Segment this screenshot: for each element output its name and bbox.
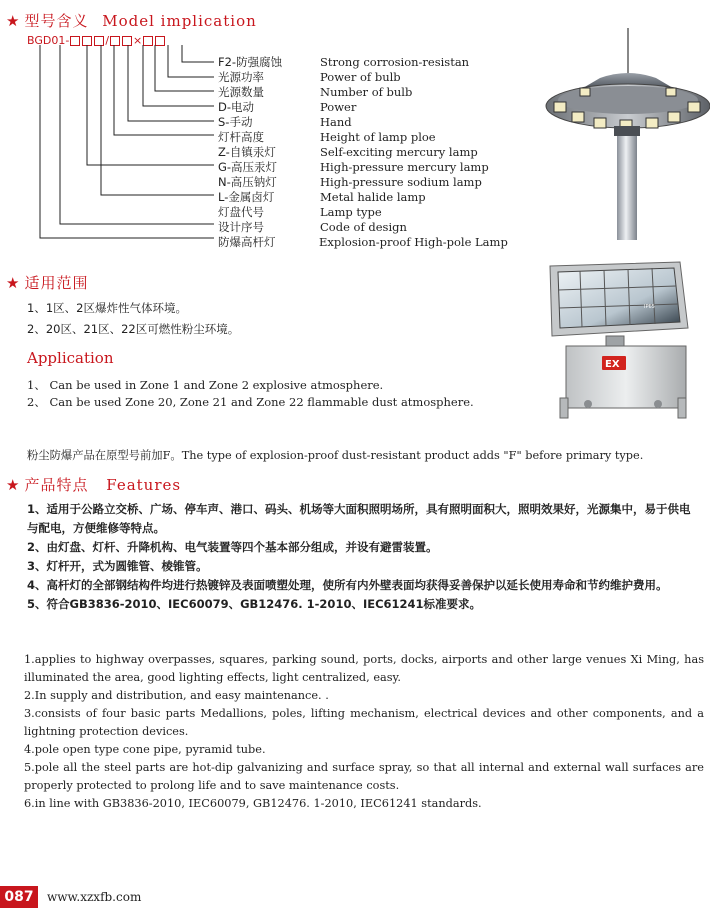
rating-plate-text: IP65 [644,304,655,310]
scope-section-title: ★ 适用范围 [6,274,89,292]
legend-en-item: Lamp type [320,205,382,219]
feature-en-item: 5.pole all the steel parts are hot-dip galvanizing and surface spray, so that all internal and external wall surfaces are properly protected to prolong life and to save maintenance costs. [24,761,704,792]
legend-cn-item: Z-自镇汞灯 [218,145,276,159]
feature-en-item: 3.consists of four basic parts Medallions, poles, lifting mechanism, electrical devices and other components, and a lightning protection devices. [24,707,704,738]
scope-cn-item: 2、20区、21区、22区可燃性粉尘环境。 [27,322,240,336]
feature-cn-item: 2、由灯盘、灯杆、升降机构、电气装置等四个基本部分组成，并设有避雷装置。 [27,540,438,554]
legend-en-column [320,55,508,250]
scope-cn-item: 1、1区、2区爆炸性气体环境。 [27,301,187,315]
application-item: 1、 Can be used in Zone 1 and Zone 2 explosive atmosphere. [27,378,384,392]
legend-cn-item: N-高压钠灯 [218,175,277,189]
legend-en-item: High-pressure mercury lamp [320,160,489,174]
feature-en-item: 6.in line with GB3836-2010, IEC60079, GB12476. 1-2010, IEC61241 standards. [24,797,482,810]
legend-en-item: Self-exciting mercury lamp [320,145,478,159]
legend-cn-column [218,55,282,250]
legend-en-item: High-pressure sodium lamp [320,175,482,189]
website-url: www.xzxfb.com [47,890,142,904]
model-leader-lines [0,0,230,250]
legend-cn-item: D-电动 [218,100,255,114]
model-title-en: Model implication [102,12,257,30]
scope-cn-list [27,298,239,340]
leader-line [40,45,214,238]
star-icon: ★ [6,476,21,494]
legend-cn-item: 防爆高杆灯 [218,235,276,249]
legend-cn-item: 光源数量 [218,85,264,99]
features-en-list [24,651,704,813]
feature-cn-item: 3、灯杆开，式为圆锥管、棱锥管。 [27,559,208,573]
legend-cn-item: 光源功率 [218,70,264,84]
legend-en-item: Explosion-proof High-pole Lamp [319,235,508,249]
feature-cn-item: 5、符合GB3836-2010、IEC60079、GB12476. 1-2010、IEC61241标准要求。 [27,597,482,611]
application-item: 2、 Can be used Zone 20, Zone 21 and Zone 22 flammable dust atmosphere. [27,395,474,409]
code-slash: / [105,34,110,47]
legend-cn-item: S-手动 [218,115,253,129]
legend-cn-item: 设计序号 [218,220,264,234]
page-number: 087 [0,886,38,908]
legend-cn-item: G-高压汞灯 [218,160,278,174]
feature-cn-item: 4、高杆灯的全部钢结构件均进行热镀锌及表面喷塑处理，使所有内外壁表面均获得妥善保护以延长使用寿命和节约维护费用。 [27,578,668,592]
code-prefix: BGD01- [27,34,70,47]
legend-en-item: Hand [320,115,352,129]
leader-line [182,45,214,62]
leader-line [101,45,214,195]
features-cn-list [27,500,692,614]
application-list [27,377,474,411]
feature-en-item: 1.applies to highway overpasses, squares, parking sound, ports, docks, airports and other large venues Xi Ming, has illuminated the area, good lighting effects, light centralized, easy. [24,653,704,684]
leader-line [87,45,214,165]
leader-line [128,45,214,121]
application-title: Application [27,349,114,367]
legend-en-item: Power [320,100,357,114]
model-section-title: ★ 型号含义 Model implication [6,12,257,30]
legend-cn-item: L-金属卤灯 [218,190,275,204]
feature-en-item: 2.In supply and distribution, and easy maintenance. . [24,689,329,702]
features-section-title: ★ 产品特点 Features [6,476,182,494]
legend-en-item: Number of bulb [320,85,413,99]
legend-en-item: Height of lamp ploe [320,130,436,144]
legend-en-item: Power of bulb [320,70,401,84]
feature-en-item: 4.pole open type cone pipe, pyramid tube. [24,743,266,756]
legend-cn-item: F2-防强腐蚀 [218,55,283,69]
leader-line [168,45,214,77]
leader-line [155,45,214,91]
features-title-en: Features [106,476,182,494]
leader-line [143,45,214,106]
star-icon: ★ [6,12,21,30]
legend-en-item: Metal halide lamp [320,190,426,204]
ex-mark-text: EX [605,359,620,370]
code-x: × [133,34,143,47]
legend-en-item: Strong corrosion-resistan [320,55,470,69]
high-pole-lamp-image [540,28,710,240]
dust-proof-note: 粉尘防爆产品在原型号前加F。The type of explosion-proof dust-resistant product adds "F" before primary type. [27,449,644,462]
star-icon: ★ [6,274,21,292]
legend-cn-item: 灯盘代号 [218,205,264,219]
feature-cn-item: 1、适用于公路立交桥、广场、停车声、港口、码头、机场等大面积照明场所，具有照明面积大，照明效果好，光源集中，易于供电与配电，方便维修等特点。 [27,502,691,535]
floodlight-image [540,258,700,423]
legend-en-item: Code of design [320,220,407,234]
legend-cn-item: 灯杆高度 [218,130,264,144]
